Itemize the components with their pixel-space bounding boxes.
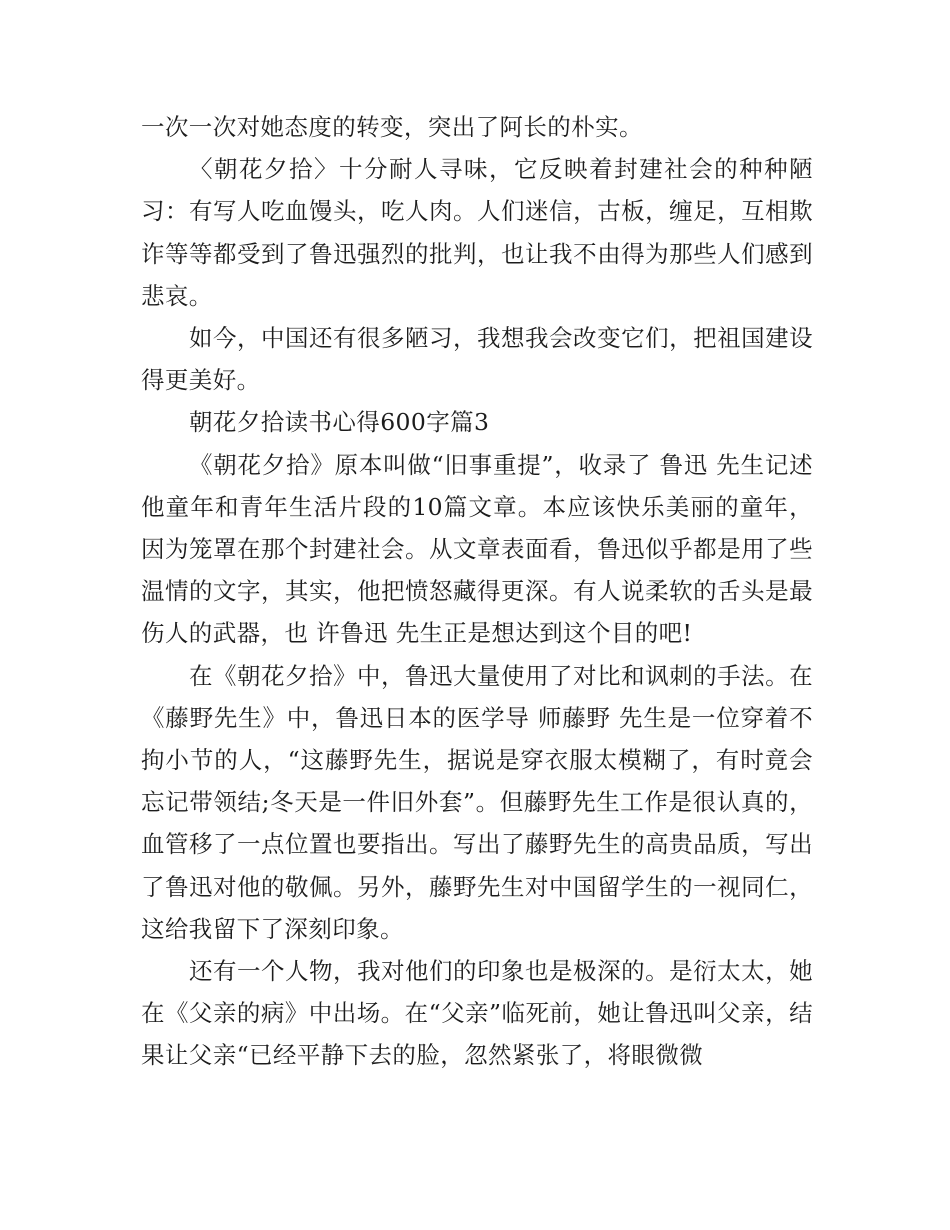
document-page [141,106,813,1077]
section-heading: 朝花夕拾读书心得600字篇3 [189,408,490,437]
paragraph-fujino: 在《朝花夕拾》中，鲁迅大量使用了对比和讽刺的手法。在《藤野先生》中，鲁迅日本的医学导 师藤野 先生是一位穿着不拘小节的人，“这藤野先生，据说是穿衣服太模糊了，有时竟会忘记带领结;冬天是一件旧外套”。但藤野先生工作是很认真的，血管移了一点位置也要指出。写出了藤野先生的高贵品质，写出了鲁迅对他的敬佩。另外，藤野先生对中国留学生的一视同仁，这给我留下了深刻印象。 [141,661,813,943]
paragraph-change-customs: 如今，中国还有很多陋习，我想我会改变它们，把祖国建设得更美好。 [141,324,813,395]
paragraph-book-intro: 《朝花夕拾》原本叫做“旧事重提”，收录了 鲁迅 先生记述他童年和青年生活片段的10篇文章。本应该快乐美丽的童年，因为笼罩在那个封建社会。从文章表面看，鲁迅似乎都是用了些温情的文字，其实，他把愤怒藏得更深。有人说柔软的舌头是最伤人的武器，也 许鲁迅 先生正是想达到这个目的吧! [141,450,813,648]
paragraph-customs-critique: 〈朝花夕拾〉十分耐人寻味，它反映着封建社会的种种陋习：有写人吃血馒头，吃人肉。人们迷信，古板，缠足，互相欺诈等等都受到了鲁迅强烈的批判，也让我不由得为那些人们感到悲哀。 [141,155,813,310]
paragraph-yan-taitai: 还有一个人物，我对他们的印象也是极深的。是衍太太，她在《父亲的病》中出场。在“父亲”临死前，她让鲁迅叫父亲，结果让父亲“已经平静下去的脸，忽然紧张了，将眼微微 [141,957,813,1070]
paragraph-continuation: 一次一次对她态度的转变，突出了阿长的朴实。 [141,113,643,141]
